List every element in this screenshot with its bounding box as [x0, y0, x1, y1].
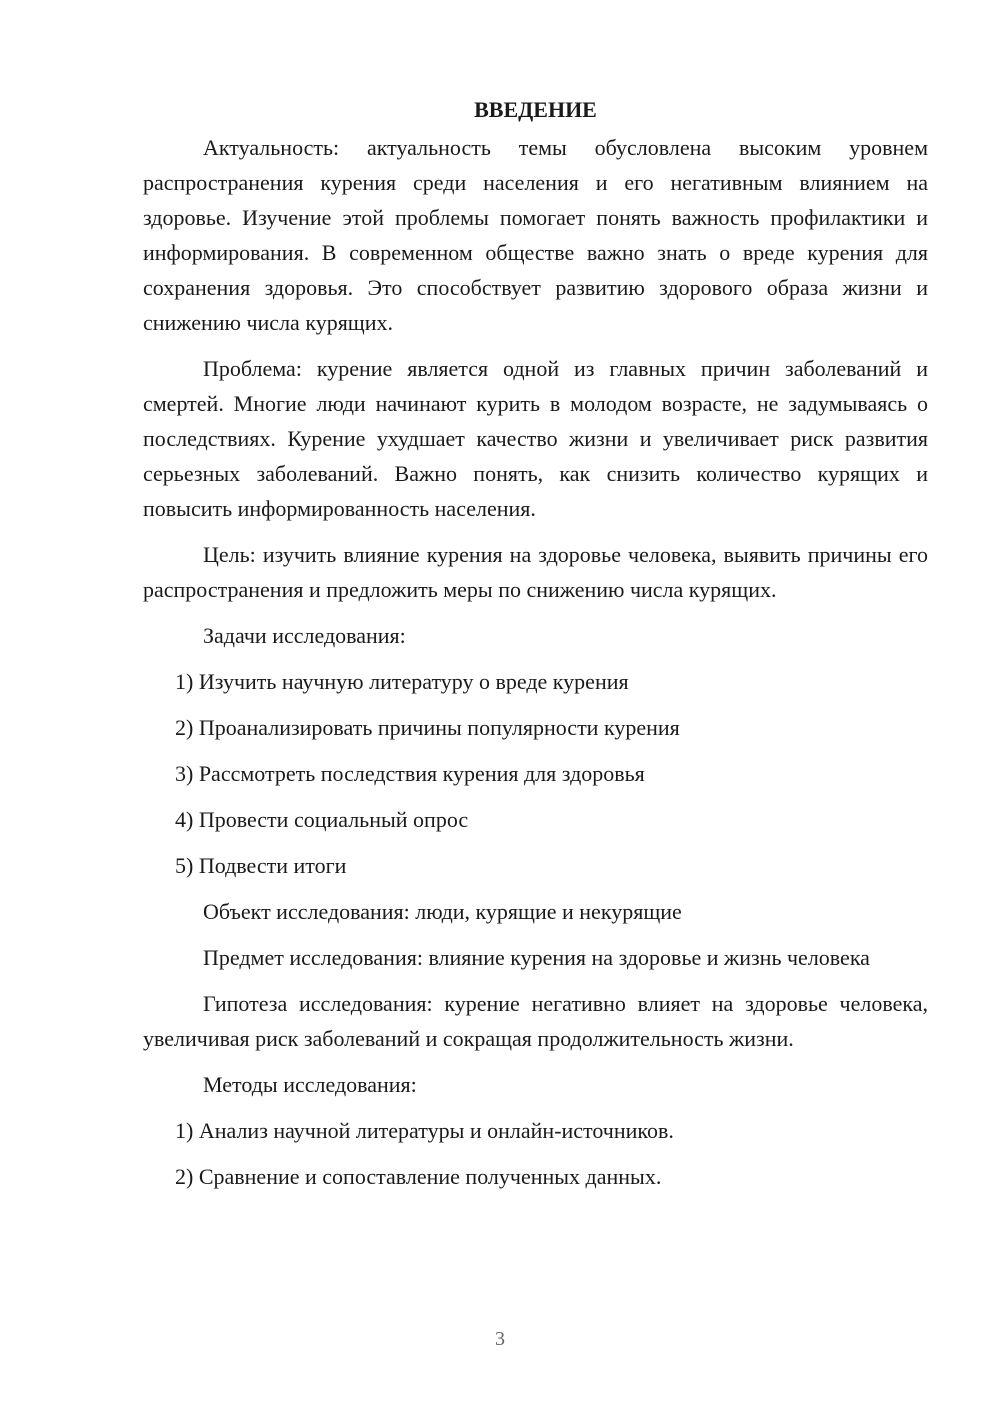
list-item: 4) Провести социальный опрос	[175, 807, 469, 832]
goal-paragraph: Цель: изучить влияние курения на здоровье человека, выявить причины его распространения и предложить меры по снижению числа курящих.	[143, 542, 928, 602]
object-paragraph: Объект исследования: люди, курящие и некурящие	[203, 899, 682, 924]
list-item: 2) Проанализировать причины популярности курения	[175, 715, 680, 740]
tasks-list	[143, 664, 928, 883]
list-item: 5) Подвести итоги	[175, 853, 347, 878]
list-item: 1) Изучить научную литературу о вреде курения	[175, 669, 629, 694]
methods-heading: Методы исследования:	[203, 1072, 417, 1097]
list-item: 2) Сравнение и сопоставление полученных данных.	[175, 1164, 662, 1189]
page-title: ВВЕДЕНИЕ	[474, 97, 597, 122]
relevance-paragraph: Актуальность: актуальность темы обусловлена высоким уровнем распространения курения среди населения и его негативным влиянием на здоровье. Изучение этой проблемы помогает понять важность профилактики и информирования. В современном обществе важно знать о вреде курения для сохранения здоровья. Это способствует развитию здорового образа жизни и снижению числа курящих.	[143, 135, 928, 335]
problem-paragraph: Проблема: курение является одной из главных причин заболеваний и смертей. Многие люди начинают курить в молодом возрасте, не задумываясь о последствиях. Курение ухудшает качество жизни и увеличивает риск развития серьезных заболеваний. Важно понять, как снизить количество курящих и повысить информированность населения.	[143, 356, 928, 521]
tasks-heading: Задачи исследования:	[203, 623, 406, 648]
page-number: 3	[495, 1328, 505, 1350]
hypothesis-paragraph: Гипотеза исследования: курение негативно влияет на здоровье человека, увеличивая риск заболеваний и сокращая продолжительность жизни.	[143, 991, 928, 1051]
list-item: 1) Анализ научной литературы и онлайн-источников.	[175, 1118, 674, 1143]
document-page	[143, 92, 928, 1194]
list-item: 3) Рассмотреть последствия курения для здоровья	[175, 761, 645, 786]
subject-paragraph: Предмет исследования: влияние курения на здоровье и жизнь человека	[203, 945, 870, 970]
methods-list	[143, 1113, 928, 1194]
